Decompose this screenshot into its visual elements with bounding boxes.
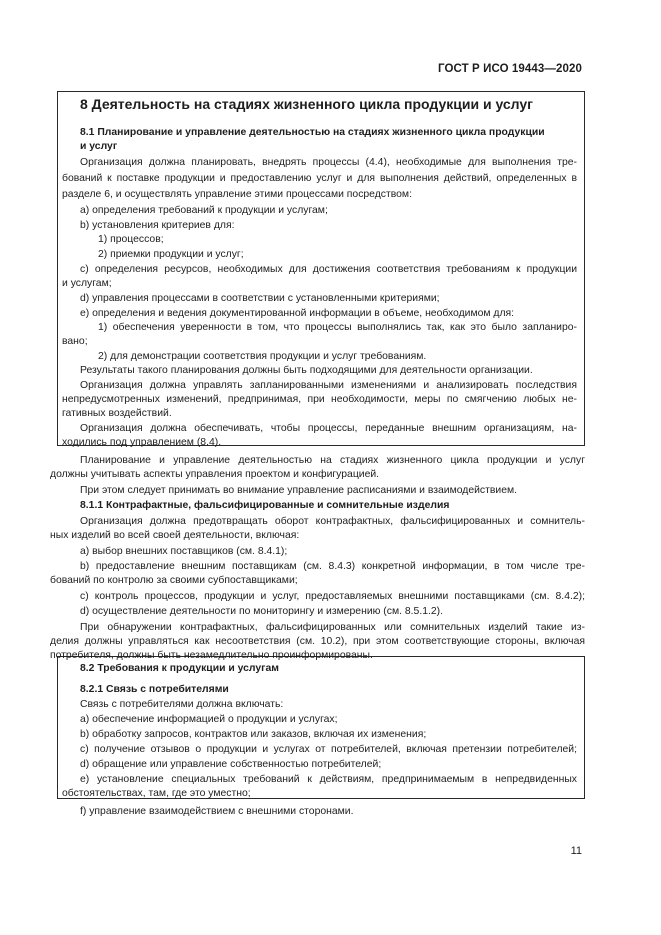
paragraph-line: ходились под управлением (8.4). — [62, 437, 222, 448]
paragraph-line: Результаты такого планирования должны быть подходящими для деятельности организации. — [80, 365, 533, 376]
paragraph-line: Организация должна обеспечивать, чтобы процессы, переданные внешним организациям, на- — [80, 423, 577, 434]
list-subitem: 2) приемки продукции и услуг; — [98, 249, 244, 260]
list-item: d) управления процессами в соответствии с установленными критериями; — [80, 293, 440, 304]
paragraph-line: Организация должна планировать, внедрять процессы (4.4), необходимые для выполнения тре- — [80, 157, 577, 168]
list-subitem: 2) для демонстрации соответствия продукции и услуг требованиям. — [98, 351, 427, 362]
paragraph-line: потребителя, должны быть незамедлительно проинформированы. — [50, 650, 373, 661]
paragraph-line: ных изделий во всей своей деятельности, включая: — [50, 530, 300, 541]
list-item: b) установления критериев для: — [80, 220, 235, 231]
paragraph-line: При этом следует принимать во внимание управление расписаниями и взаимодействием. — [80, 485, 517, 496]
list-item: e) установление специальных требований к действиям, предпринимаемым в непредвиденных — [80, 774, 577, 785]
paragraph-line: Организация должна предотвращать оборот контрафактных, фальсифицированных и сомнитель- — [80, 516, 585, 527]
subsection-heading-8-1-1: 8.1.1 Контрафактные, фальсифицированные и сомнительные изделия — [80, 500, 450, 511]
paragraph-line: непредусмотренных изменений, предпринимая, при необходимости, меры по смягчению любых не- — [62, 394, 577, 405]
paragraph-line: Связь с потребителями должна включать: — [80, 699, 284, 710]
page-number: 11 — [570, 845, 582, 857]
paragraph-line: Организация должна управлять запланированными изменениями и анализировать последствия — [80, 380, 577, 391]
list-item: a) определения требований к продукции и услугам; — [80, 205, 328, 216]
list-subitem: 1) обеспечения уверенности в том, что процессы выполнялись так, как это было запланиро- — [98, 322, 577, 333]
paragraph-line: должны учитывать аспекты управления проектом и конфигурацией. — [50, 469, 380, 480]
paragraph-line: разделе 6, и осуществлять управление этими процессами посредством: — [62, 189, 412, 200]
subsection-heading-8-1-cont: и услуг — [80, 141, 118, 152]
list-item: e) определения и ведения документированной информации в объеме, необходимом для: — [80, 308, 515, 319]
list-item: c) определения ресурсов, необходимых для достижения соответствия требованиям к продукции — [80, 264, 577, 275]
list-item-cont: бований по контролю за своими субпоставщиками; — [50, 575, 298, 586]
list-item: c) контроль процессов, продукции и услуг, предоставляемых внешними поставщиками (см. 8.4.2); — [80, 591, 585, 602]
list-item: b) обработку запросов, контрактов или заказов, включая их изменения; — [80, 729, 427, 740]
list-item: a) выбор внешних поставщиков (см. 8.4.1); — [80, 546, 288, 557]
list-item: d) осуществление деятельности по мониторингу и измерению (см. 8.5.1.2). — [80, 606, 444, 617]
paragraph-line: бований к поставке продукции и предоставлению услуг и для выполнения действий, определенных в — [62, 173, 577, 184]
list-item: c) получение отзывов о продукции и услугах от потребителей, включая претензии потребителей; — [80, 744, 577, 755]
paragraph-line: Планирование и управление деятельностью на стадиях жизненного цикла продукции и услуг — [80, 455, 585, 466]
subsection-heading-8-2: 8.2 Требования к продукции и услугам — [80, 663, 279, 674]
paragraph-line: делия должны управляться как несоответствия (см. 10.2), при этом соответствующие стороны, включая — [50, 636, 585, 647]
list-item-cont: обстоятельствах, там, где это уместно; — [62, 788, 251, 799]
list-item-cont: и услугам; — [62, 278, 112, 289]
paragraph-line: гативных воздействий. — [62, 408, 172, 419]
subsection-heading-8-2-1: 8.2.1 Связь с потребителями — [80, 684, 229, 695]
list-subitem: 1) процессов; — [98, 234, 164, 245]
list-item: f) управление взаимодействием с внешними сторонами. — [80, 806, 354, 817]
subsection-heading-8-1: 8.1 Планирование и управление деятельностью на стадиях жизненного цикла продукции — [80, 127, 545, 138]
paragraph-line: При обнаружении контрафактных, фальсифицированных или сомнительных изделий такие из- — [80, 622, 585, 633]
document-header: ГОСТ Р ИСО 19443—2020 — [437, 63, 582, 75]
section-heading-8: 8 Деятельность на стадиях жизненного цикла продукции и услуг — [80, 96, 534, 112]
list-subitem-cont: вано; — [62, 336, 88, 347]
list-item: d) обращение или управление собственностью потребителей; — [80, 759, 382, 770]
list-item: a) обеспечение информацией о продукции и услугах; — [80, 714, 338, 725]
list-item: b) предоставление внешним поставщикам (см. 8.4.3) конкретной информации, в том числе тре- — [80, 561, 585, 572]
